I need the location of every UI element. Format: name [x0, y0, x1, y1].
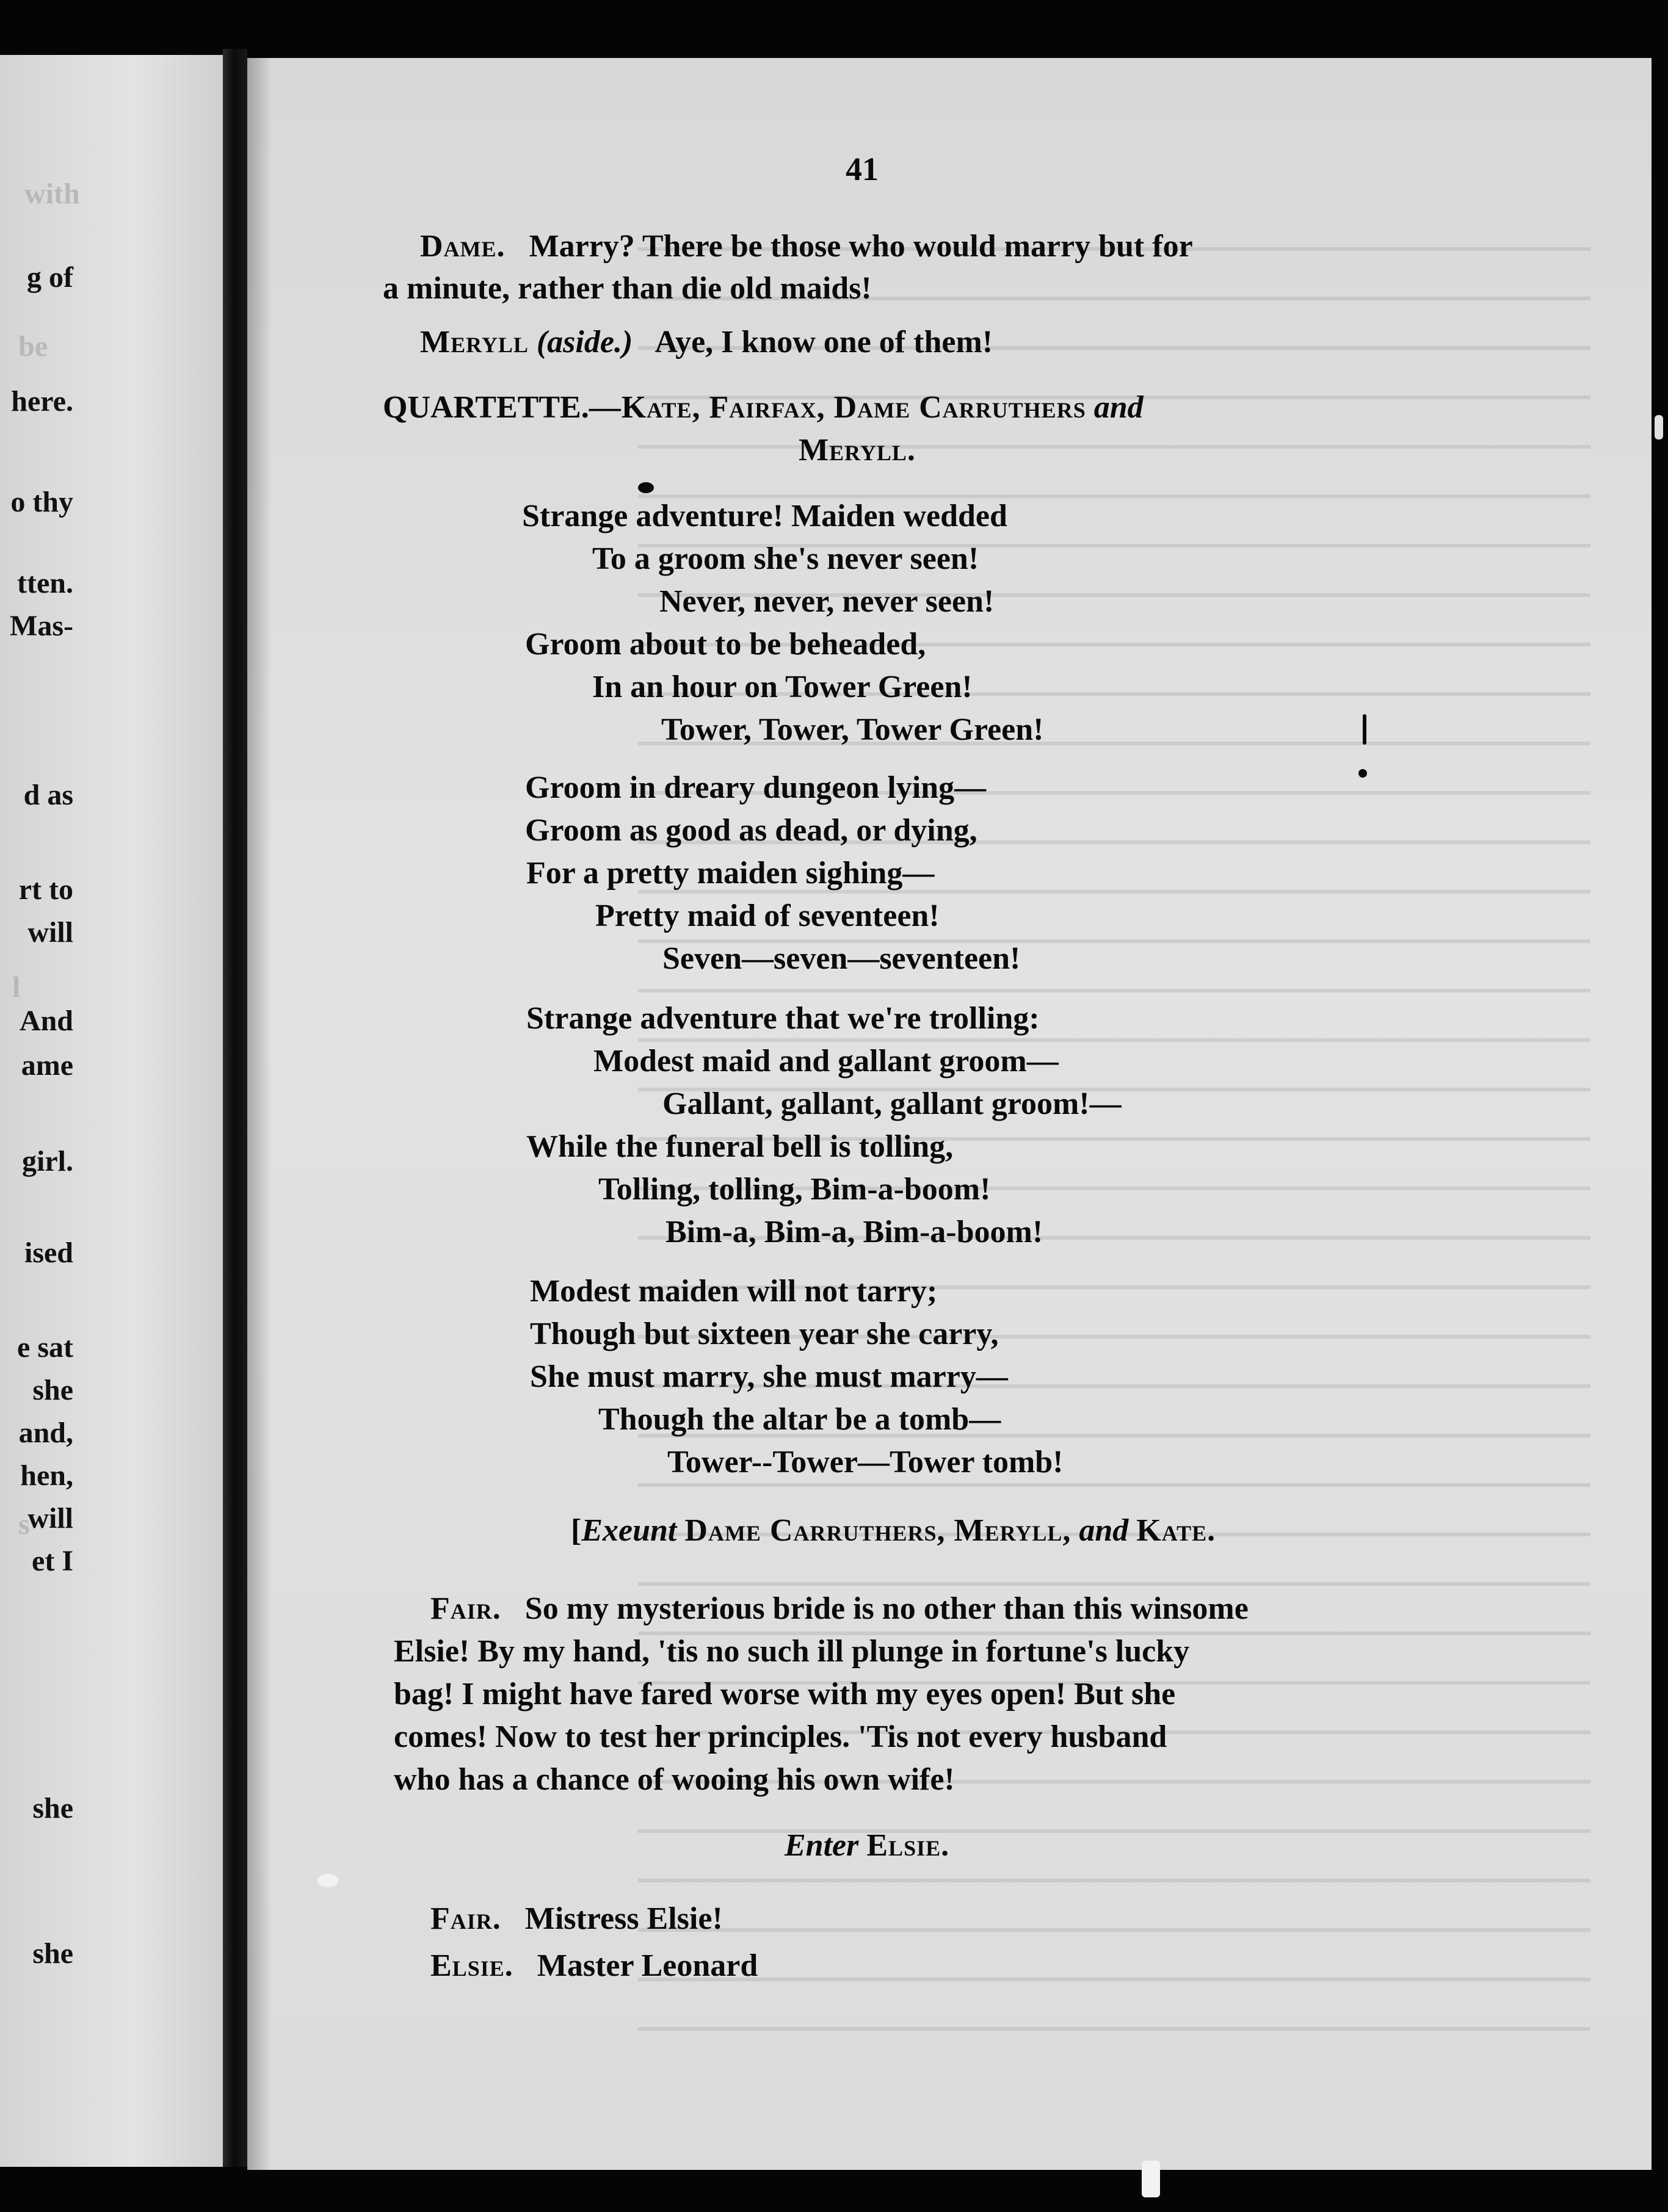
stage-direction-enter — [785, 1830, 949, 1862]
left-fragment: And — [19, 1005, 73, 1037]
left-fragment: d as — [23, 779, 73, 811]
dialogue-line — [420, 327, 993, 358]
speaker-name: Elsie. — [430, 1948, 513, 1983]
ink-mark — [1363, 714, 1366, 745]
speech-first-line — [430, 1593, 1249, 1625]
lyric-line: For a pretty maiden sighing— — [526, 856, 935, 891]
left-fragment: she — [32, 1792, 73, 1824]
song-title: QUARTETTE. — [383, 390, 589, 425]
lyric-line: Strange adventure! Maiden wedded — [522, 499, 1007, 533]
lyric-line: Modest maid and gallant groom— — [593, 1044, 1059, 1079]
left-fragment: g of — [27, 261, 73, 294]
speaker-name: Fair. — [430, 1901, 501, 1936]
lyric-line: Seven—seven—seventeen! — [662, 941, 1021, 976]
performers-continued: Meryll. — [799, 433, 916, 468]
edge-speck — [1655, 415, 1663, 439]
left-fragment: ised — [24, 1237, 73, 1269]
line-text: Marry? There be those who would marry but for — [529, 229, 1193, 264]
left-fragment: ame — [21, 1049, 73, 1082]
lyric-line: Bim-a, Bim-a, Bim-a-boom! — [665, 1215, 1043, 1249]
lyric-line: Tower, Tower, Tower Green! — [661, 712, 1044, 747]
lyric-line: Tower--Tower—Tower tomb! — [667, 1445, 1064, 1480]
lyric-line: Tolling, tolling, Bim-a-boom! — [598, 1172, 991, 1207]
song-heading — [383, 392, 1144, 424]
ink-blot — [638, 482, 654, 493]
lyric-line: While the funeral bell is tolling, — [526, 1129, 954, 1164]
left-fragment: here. — [11, 385, 73, 417]
left-fragment: hen, — [20, 1459, 73, 1492]
enter-word: Enter — [785, 1828, 859, 1863]
lyric-line: She must marry, she must marry— — [530, 1359, 1008, 1394]
stage-direction: (aside.) — [536, 325, 633, 360]
page-number: 41 — [846, 151, 879, 187]
lyric-line: Strange adventure that we're trolling: — [526, 1001, 1040, 1036]
bracket: [ — [571, 1513, 582, 1548]
entering-character: Elsie. — [866, 1828, 950, 1863]
lyric-line: To a groom she's never seen! — [592, 541, 979, 576]
lyric-line: Groom about to be beheaded, — [525, 627, 926, 662]
left-fragment: will — [27, 1502, 73, 1534]
speech-line: bag! I might have fared worse with my eyes open! But she — [394, 1677, 1176, 1711]
left-fragment: and, — [18, 1417, 73, 1449]
left-fragment: o thy — [10, 486, 73, 518]
lyric-line: Pretty maid of seventeen! — [595, 898, 940, 933]
exiting-character: Kate. — [1136, 1513, 1216, 1548]
line-text: Master Leonard — [537, 1948, 758, 1983]
book-spine — [223, 49, 247, 2167]
stage-direction-exit — [571, 1515, 1216, 1547]
conjunction: and — [1079, 1513, 1129, 1548]
lyric-line: Gallant, gallant, gallant groom!— — [662, 1086, 1122, 1121]
left-fragment: she — [32, 1374, 73, 1406]
lyric-line: Though the altar be a tomb— — [598, 1402, 1001, 1437]
left-fragment: rt to — [18, 873, 73, 906]
lyric-line: Modest maiden will not tarry; — [530, 1274, 938, 1309]
line-text: Aye, I know one of them! — [655, 325, 993, 360]
line-text: So my mysterious bride is no other than this winsome — [524, 1591, 1249, 1626]
lyric-line: Never, never, never seen! — [659, 584, 995, 619]
exiting-characters: Dame Carruthers, Meryll, — [684, 1513, 1072, 1548]
speaker-name: Dame. — [420, 229, 506, 264]
dialogue-continuation: a minute, rather than die old maids! — [383, 271, 872, 306]
light-mark — [1142, 2161, 1160, 2197]
lyric-line: In an hour on Tower Green! — [592, 670, 973, 704]
left-fragment: et I — [32, 1545, 73, 1577]
light-speck — [317, 1874, 338, 1887]
lyric-line: Groom in dreary dungeon lying— — [525, 770, 987, 805]
dialogue-line — [430, 1950, 758, 1982]
left-fragment: will — [27, 916, 73, 949]
left-fragment: Mas- — [10, 610, 73, 642]
left-fragment: tten. — [17, 567, 73, 599]
left-facing-page: with be l s — [0, 55, 223, 2167]
exeunt-word: Exeunt — [581, 1513, 677, 1548]
ink-speck — [1358, 769, 1367, 778]
speech-line: Elsie! By my hand, 'tis no such ill plunge in fortune's lucky — [394, 1634, 1190, 1669]
lyric-line: Though but sixteen year she carry, — [530, 1317, 999, 1351]
lyric-line: Groom as good as dead, or dying, — [525, 813, 977, 848]
dialogue-line — [420, 231, 1193, 262]
dialogue-line — [430, 1903, 723, 1935]
line-text: Mistress Elsie! — [524, 1901, 723, 1936]
speaker-name: Meryll — [420, 325, 529, 360]
speaker-name: Fair. — [430, 1591, 501, 1626]
conjunction: and — [1093, 390, 1144, 425]
left-fragment: she — [32, 1937, 73, 1970]
left-fragment: girl. — [22, 1145, 73, 1177]
speech-line: comes! Now to test her principles. 'Tis not every husband — [394, 1719, 1167, 1754]
speech-line: who has a chance of wooing his own wife! — [394, 1762, 955, 1797]
performers: —Kate, Fairfax, Dame Carruthers — [589, 390, 1086, 425]
left-fragment: e sat — [17, 1331, 73, 1364]
